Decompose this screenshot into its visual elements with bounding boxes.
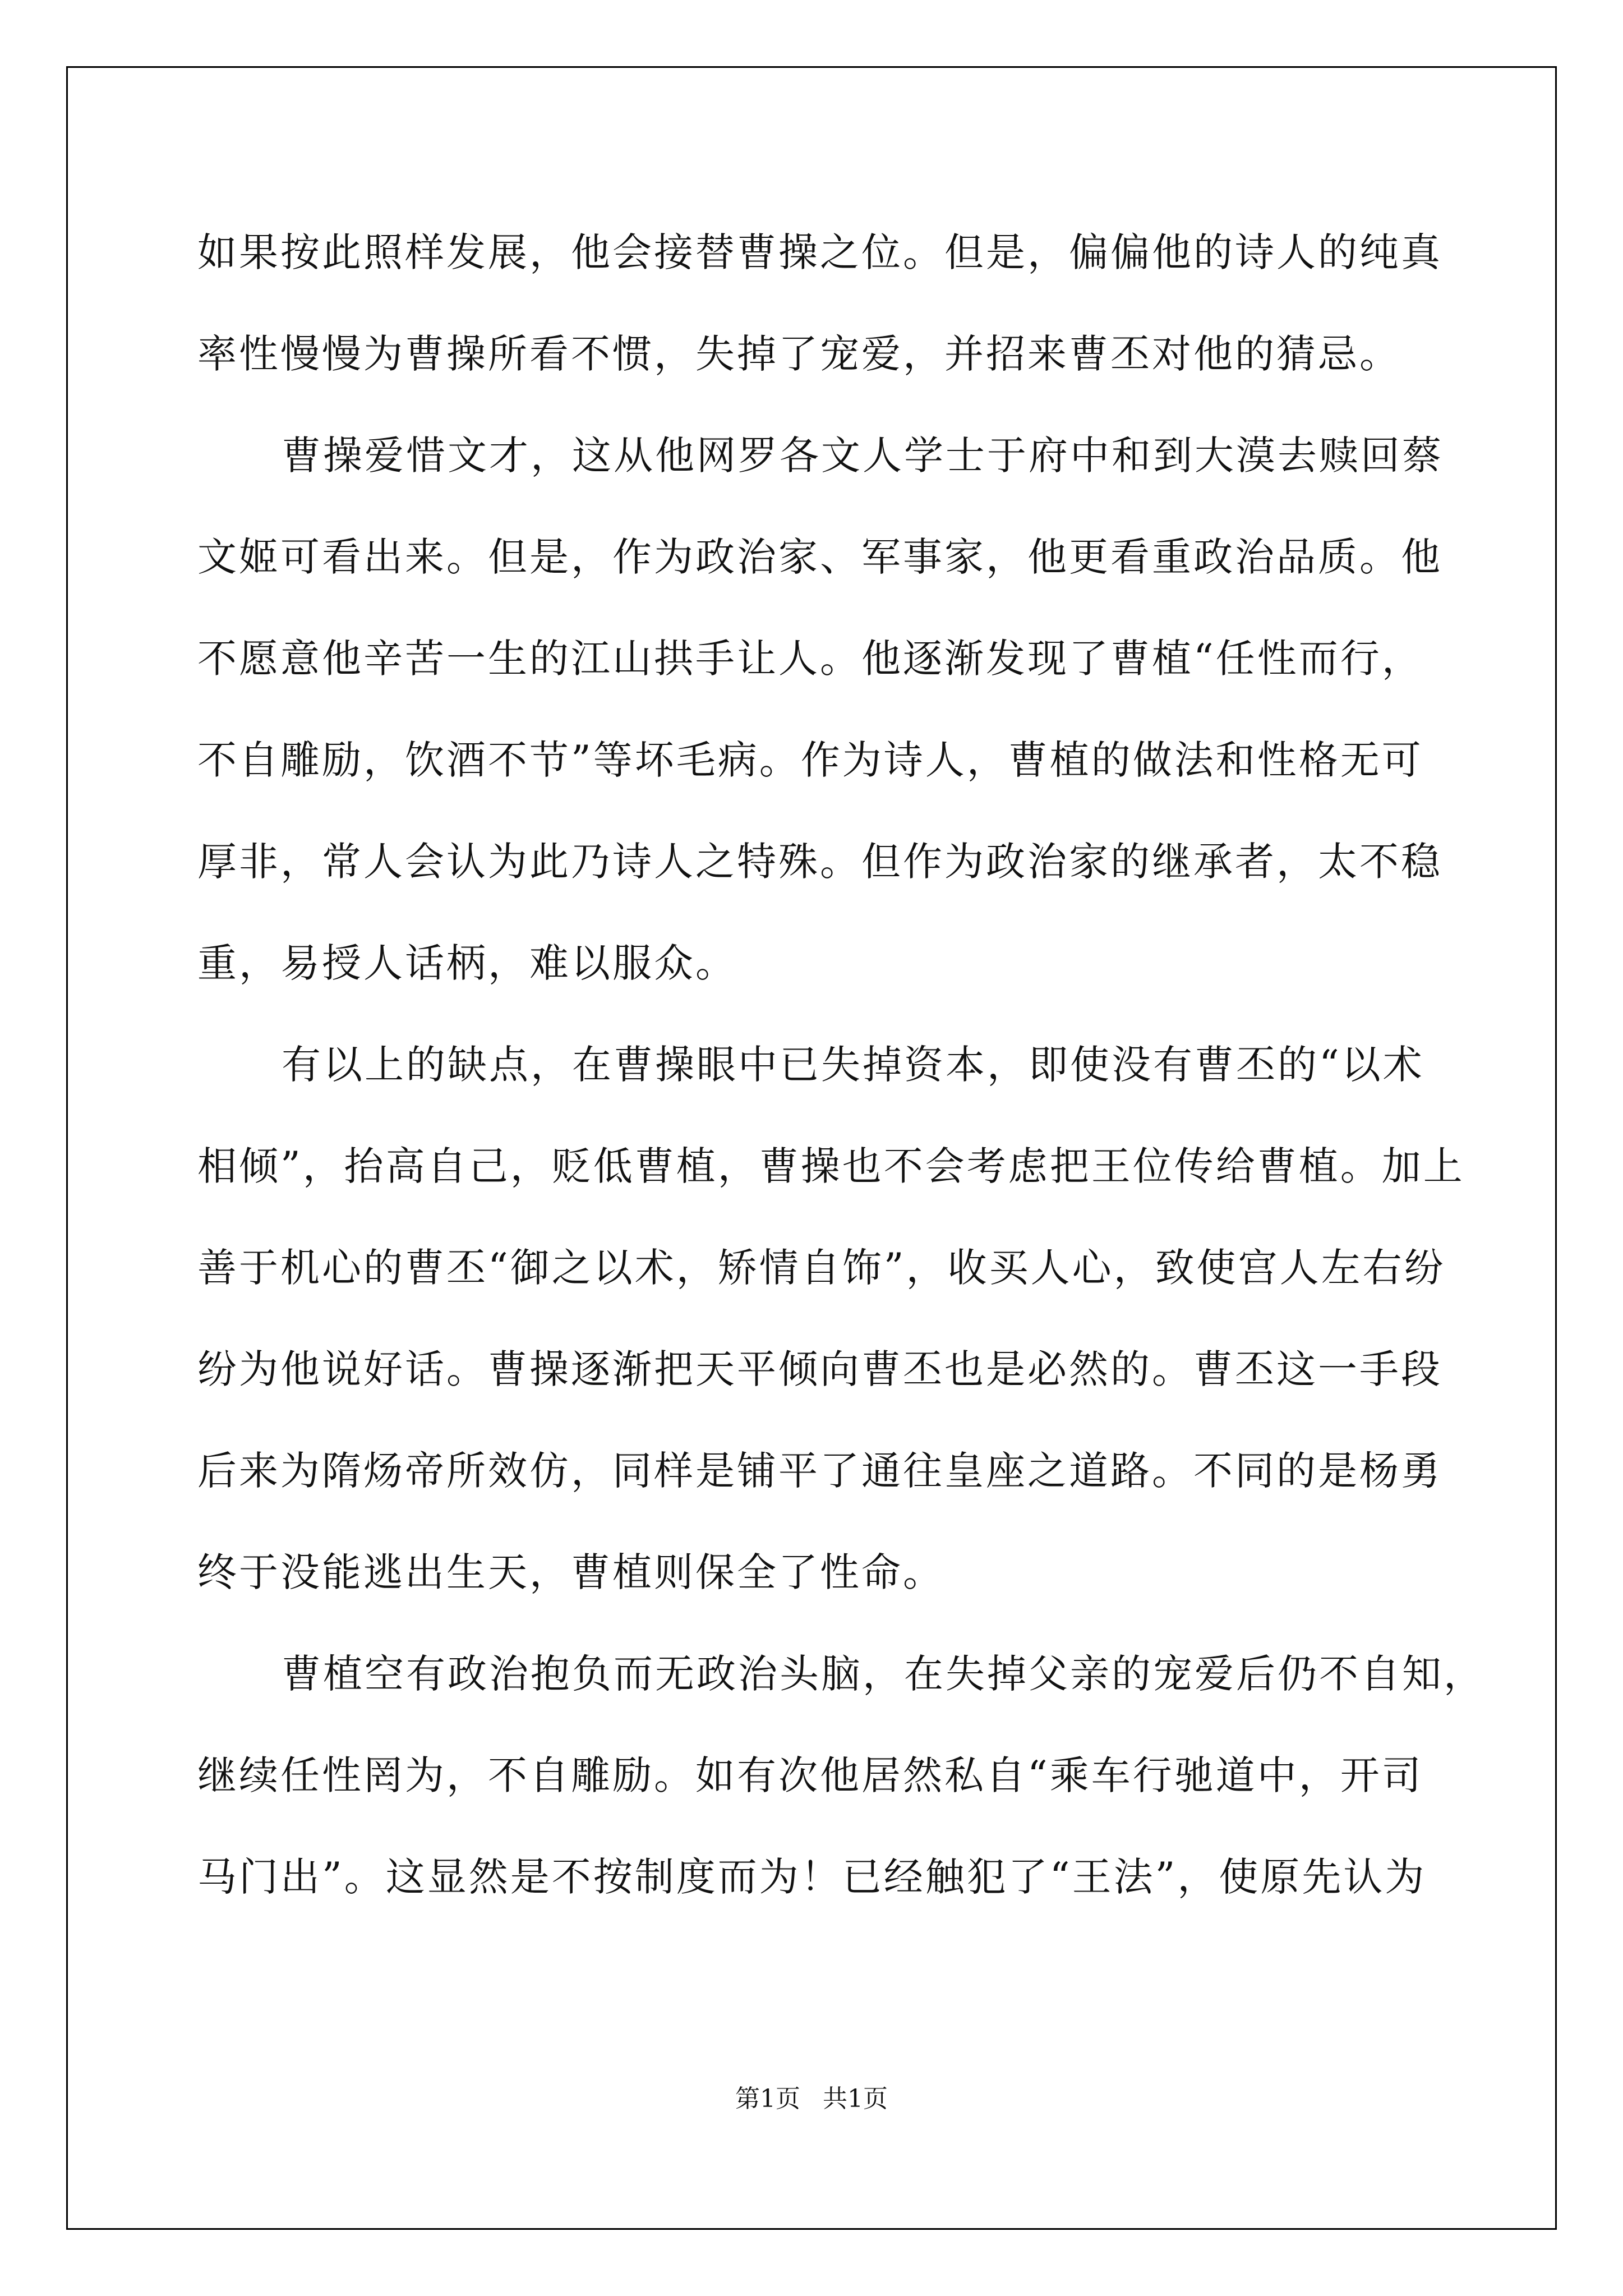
text-line: 相倾”，抬高自己，贬低曹植，曹操也不会考虑把王位传给曹植。加上: [197, 1143, 1465, 1189]
text-line: 后来为隋炀帝所效仿，同样是铺平了通往皇座之道路。不同的是杨勇: [197, 1448, 1442, 1494]
text-line: 曹操爱惜文才，这从他网罗各文人学士于府中和到大漠去赎回蔡: [282, 432, 1444, 478]
text-line: 马门出”。这显然是不按制度而为！已经触犯了“王法”，使原先认为: [197, 1854, 1427, 1900]
text-line: 如果按此照样发展，他会接替曹操之位。但是，偏偏他的诗人的纯真: [197, 229, 1442, 275]
paragraph: [197, 202, 1454, 405]
text-line: 纷为他说好话。曹操逐渐把天平倾向曹丕也是必然的。曹丕这一手段: [197, 1346, 1442, 1392]
text-line: 重，易授人话柄，难以服众。: [197, 940, 737, 986]
text-line: 曹植空有政治抱负而无政治头脑，在失掉父亲的宠爱后仍不自知，: [282, 1651, 1485, 1697]
text-line: 有以上的缺点，在曹操眼中已失掉资本，即使没有曹丕的“以术: [282, 1042, 1424, 1088]
text-line: 厚非，常人会认为此乃诗人之特殊。但作为政治家的继承者，太不稳: [197, 839, 1442, 885]
text-line: 善于机心的曹丕“御之以术，矫情自饰”，收买人心，致使宫人左右纷: [197, 1245, 1446, 1291]
text-line: 不自雕励，饮酒不节”等坏毛病。作为诗人，曹植的做法和性格无可: [197, 737, 1423, 783]
paragraph: [197, 1623, 1485, 1928]
text-line: 终于没能逃出生天，曹植则保全了性命。: [197, 1549, 944, 1595]
paragraph: [197, 405, 1454, 1014]
page-number: 第1页: [735, 2085, 800, 2113]
text-line: 率性慢慢为曹操所看不惯，失掉了宠爱，并招来曹丕对他的猜忌。: [197, 331, 1401, 377]
document-body: [197, 202, 1485, 1928]
text-line: 不愿意他辛苦一生的江山拱手让人。他逐渐发现了曹植“任性而行，: [197, 636, 1423, 682]
text-line: 文姬可看出来。但是，作为政治家、军事家，他更看重政治品质。他: [197, 534, 1442, 580]
paragraph: [197, 1014, 1465, 1623]
text-line: 继续任性罔为，不自雕励。如有次他居然私自“乘车行驰道中，开司: [197, 1752, 1423, 1798]
page-footer: [0, 2078, 1623, 2114]
page-total: 共1页: [823, 2085, 888, 2113]
